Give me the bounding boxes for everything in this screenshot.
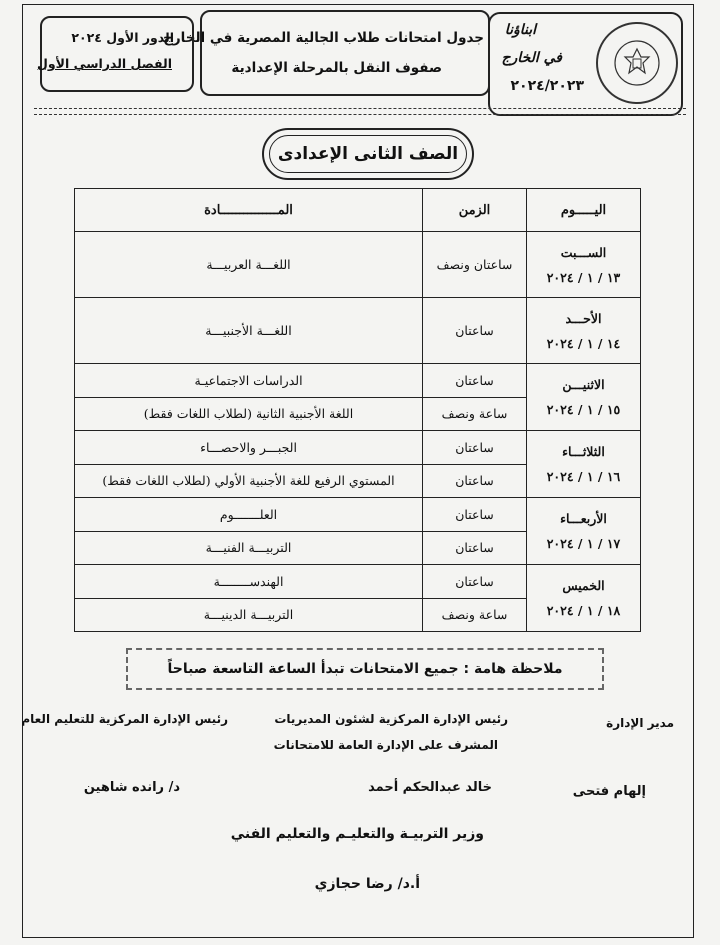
subject-cell: اللغـــة العربيـــة [75,232,423,298]
general-education-title: رئيس الإدارة المركزية للتعليم العام [21,712,228,726]
subject-cell: التربيـــة الدينيـــة [75,598,422,632]
day-date: ١٤ / ١ / ٢٠٢٤ [546,335,621,351]
subject-cell-group [75,565,423,632]
day-date: ١٥ / ١ / ٢٠٢٤ [546,402,621,417]
day-date: ١٧ / ١ / ٢٠٢٤ [546,536,621,551]
exam-schedule-table [74,188,641,632]
table-row [75,298,641,364]
subject-cell-group [75,364,423,431]
header-right-line3: ٢٠٢٤/٢٠٢٣ [510,78,584,94]
director-name: إلهام فتحى [572,784,646,799]
time-cell: ساعتان [455,439,494,455]
grade-title: الصف الثانى الإعدادى [269,135,467,173]
time-cell: ساعتان [423,531,526,565]
subject-cell: المستوي الرفيع للغة الأجنبية الأولي (لطلاب اللغات فقط) [75,464,422,498]
day-name: الثلاثـــاء [562,444,605,459]
central-admin-name: خالد عبدالحكم أحمد [368,780,492,795]
time-cell: ساعتان [455,372,494,388]
time-cell: ساعة ونصف [423,598,526,632]
time-cell: ساعتان [455,573,494,589]
time-cell: ساعتان ونصف [423,232,527,298]
day-name: الخميس [562,578,605,593]
day-cell [527,431,641,498]
time-cell: ساعة ونصف [423,397,526,431]
time-cell-group [423,431,527,498]
column-header-time: الزمن [423,189,527,232]
header-divider [34,108,686,115]
header-mid-line1: جدول امتحانات طلاب الجالية المصرية في الخارج [163,30,484,46]
central-admin-subtitle: المشرف على الإدارة العامة للامتحانات [273,738,498,752]
day-date: ١٦ / ١ / ٢٠٢٤ [546,469,621,484]
general-education-name: د/ رانده شاهين [83,780,180,795]
table-row [75,565,641,632]
header-right-line2: في الخارج [501,50,562,66]
day-date: ١٨ / ١ / ٢٠٢٤ [546,603,621,618]
ministry-logo [596,22,678,104]
time-cell: ساعتان [423,298,527,364]
director-title: مدير الإدارة [606,716,674,730]
time-cell: ساعتان [455,506,494,522]
subject-cell: التربيـــة الفنيـــة [75,531,422,565]
header-left-line2: الفصل الدراسي الأول [37,56,172,71]
time-cell-group [423,364,527,431]
day-cell [527,364,641,431]
day-name: الســـبت [560,244,607,260]
time-cell-group [423,498,527,565]
header-left-box [40,16,194,92]
day-name: الاثنيـــن [562,377,605,392]
subject-cell-group [75,498,423,565]
header-mid-box [200,10,490,96]
central-admin-title: رئيس الإدارة المركزية لشئون المديريات [274,712,508,726]
header-left-line1: الدور الأول ٢٠٢٤ [71,30,174,45]
day-cell [527,565,641,632]
header-mid-line2: صفوف النقل بالمرحلة الإعدادية [231,60,442,76]
day-cell [527,498,641,565]
subject-cell-group [75,431,423,498]
table-row [75,498,641,565]
table-row [75,431,641,498]
time-cell-group [423,565,527,632]
minister-name: أ.د/ رضا حجازي [314,876,420,892]
subject-cell: اللغة الأجنبية الثانية (لطلاب اللغات فقط) [75,397,422,431]
grade-title-frame [262,128,474,180]
important-note: ملاحظة هامة : جميع الامتحانات تبدأ الساعة التاسعة صباحاً [126,648,604,690]
table-header-row [75,189,641,232]
day-name: الأحـــد [565,310,602,326]
column-header-day: اليـــــوم [527,189,641,232]
time-cell: ساعتان [423,464,526,498]
day-name: الأربعـــاء [560,511,607,526]
subject-cell: العلـــــــوم [219,506,278,522]
subject-cell: الدراسات الاجتماعيـة [194,372,303,388]
minister-title: وزير التربيـة والتعليـم والتعليم الفني [230,826,484,842]
subject-cell: الهندســــــــة [213,573,284,589]
table-row [75,232,641,298]
header-right-line1: ابناؤنا [504,22,536,38]
day-date: ١٣ / ١ / ٢٠٢٤ [546,269,621,285]
column-header-subject: المـــــــــــــــادة [75,189,423,232]
day-cell [527,232,641,298]
table-row [75,364,641,431]
day-cell [527,298,641,364]
subject-cell: الجبـــر والاحصـــاء [200,439,297,455]
subject-cell: اللغـــة الأجنبيـــة [75,298,423,364]
